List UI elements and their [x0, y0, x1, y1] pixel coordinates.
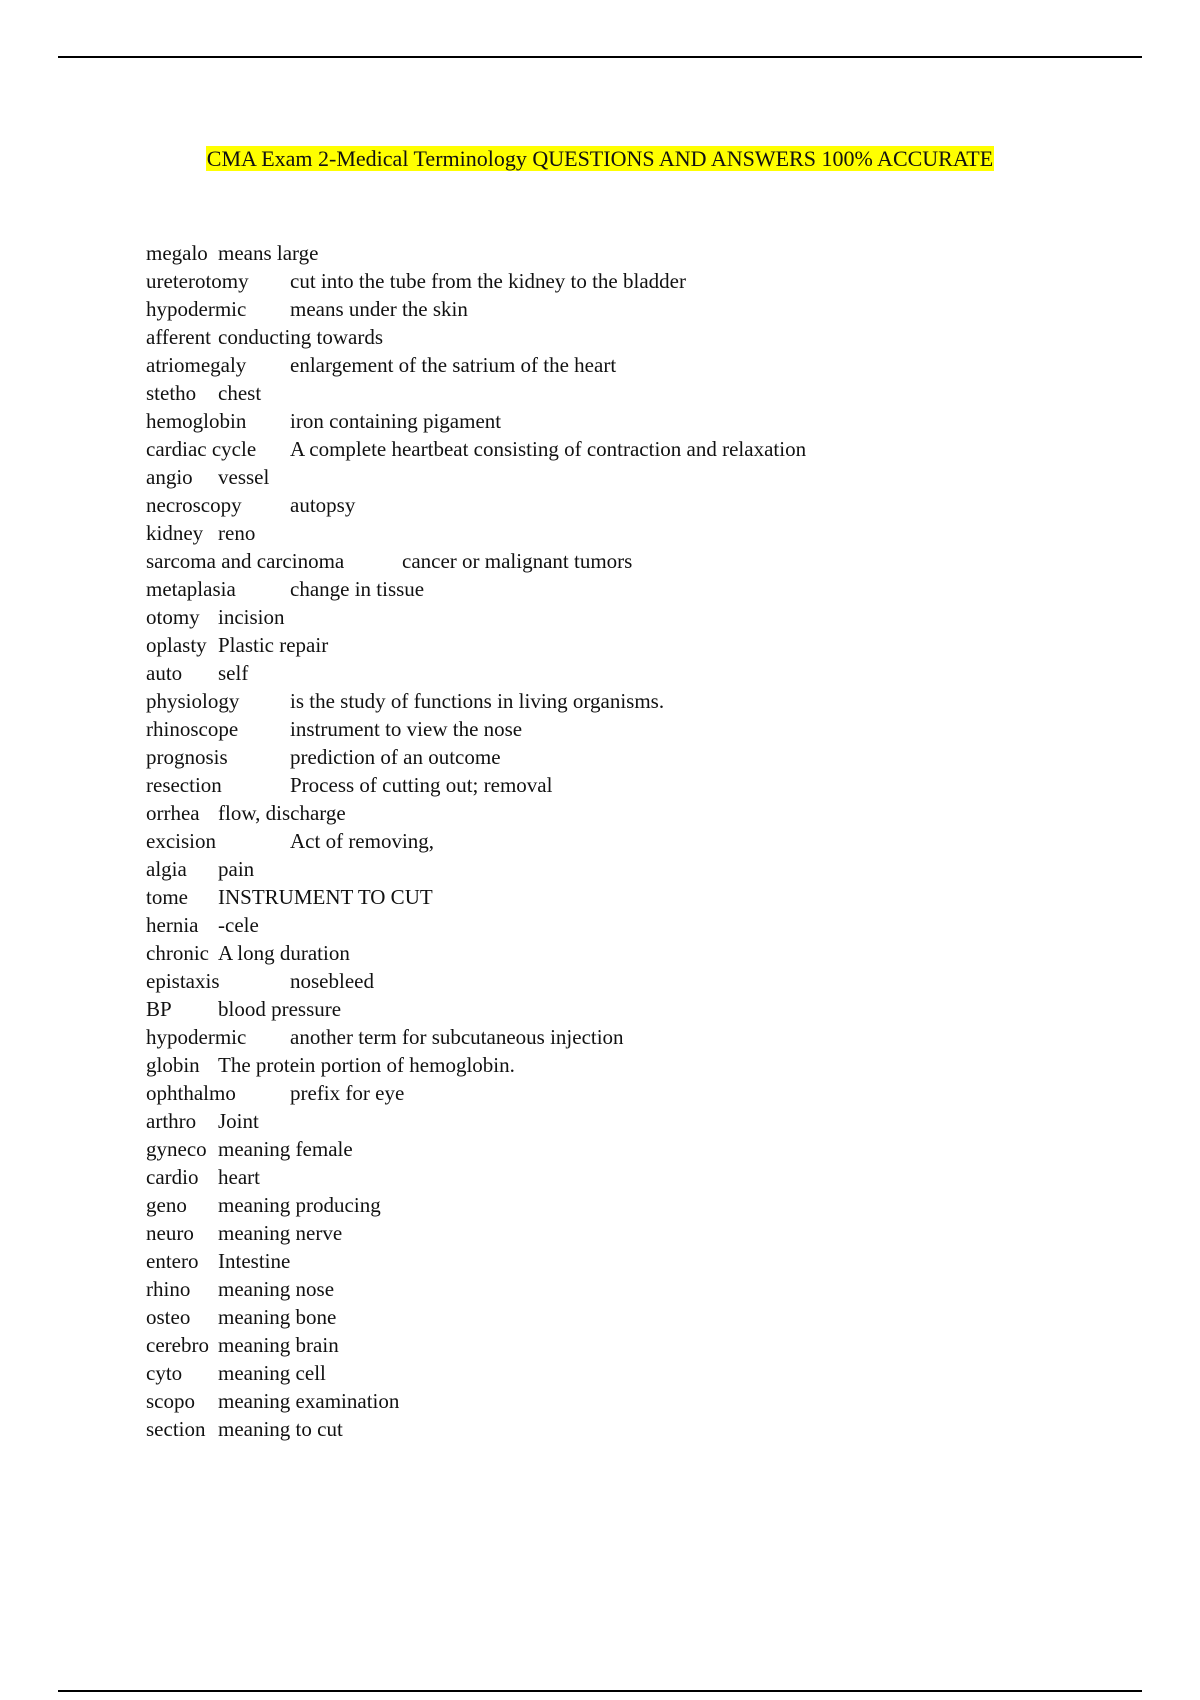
term: BP [146, 997, 172, 1021]
definition: cancer or malignant tumors [402, 549, 633, 573]
definition: meaning to cut [218, 1417, 343, 1441]
term: afferent [146, 325, 211, 349]
term: tome [146, 885, 188, 909]
definition: prediction of an outcome [290, 745, 501, 769]
term-row [146, 379, 1146, 407]
definition: Act of removing, [290, 829, 435, 853]
term-row [146, 295, 1146, 323]
term: globin [146, 1053, 200, 1077]
definition: meaning examination [218, 1389, 400, 1413]
term-row [146, 1359, 1146, 1387]
term: ophthalmo [146, 1081, 236, 1105]
definition: chest [218, 381, 262, 405]
definition: Process of cutting out; removal [290, 773, 553, 797]
term-row [146, 855, 1146, 883]
definition: cut into the tube from the kidney to the bladder [290, 269, 686, 293]
term-row [146, 911, 1146, 939]
term: rhinoscope [146, 717, 239, 741]
term: entero [146, 1249, 199, 1273]
definition: change in tissue [290, 577, 425, 601]
term: neuro [146, 1221, 194, 1245]
term: prognosis [146, 745, 228, 769]
definition: meaning female [218, 1137, 353, 1161]
term: chronic [146, 941, 209, 965]
term: angio [146, 465, 193, 489]
term-list [146, 239, 1146, 1443]
term-row [146, 1415, 1146, 1443]
definition: vessel [218, 465, 270, 489]
term-row [146, 547, 1146, 575]
term: otomy [146, 605, 200, 629]
term: hypodermic [146, 297, 247, 321]
definition: is the study of functions in living organisms. [290, 689, 665, 713]
definition: reno [218, 521, 256, 545]
term-row [146, 1051, 1146, 1079]
definition: means large [218, 241, 319, 265]
term-row [146, 1191, 1146, 1219]
term-row [146, 575, 1146, 603]
term: cardiac cycle [146, 437, 257, 461]
definition: A complete heartbeat consisting of contraction and relaxation [290, 437, 807, 461]
term: gyneco [146, 1137, 207, 1161]
definition: meaning producing [218, 1193, 381, 1217]
definition: meaning cell [218, 1361, 326, 1385]
term-row [146, 827, 1146, 855]
term: megalo [146, 241, 208, 265]
term: section [146, 1417, 206, 1441]
definition: nosebleed [290, 969, 374, 993]
term-row [146, 1079, 1146, 1107]
term: ureterotomy [146, 269, 249, 293]
definition: Plastic repair [218, 633, 329, 657]
definition: Joint [218, 1109, 259, 1133]
term: arthro [146, 1109, 197, 1133]
term-row [146, 435, 1146, 463]
term-row [146, 631, 1146, 659]
term: atriomegaly [146, 353, 247, 377]
term: geno [146, 1193, 187, 1217]
definition: meaning brain [218, 1333, 339, 1357]
definition: meaning bone [218, 1305, 337, 1329]
term-row [146, 799, 1146, 827]
term-row [146, 267, 1146, 295]
term: epistaxis [146, 969, 220, 993]
definition: prefix for eye [290, 1081, 405, 1105]
term-row [146, 967, 1146, 995]
definition: enlargement of the satrium of the heart [290, 353, 617, 377]
term: cerebro [146, 1333, 209, 1357]
term: rhino [146, 1277, 191, 1301]
term-row [146, 519, 1146, 547]
term-row [146, 1331, 1146, 1359]
term: orrhea [146, 801, 200, 825]
definition: A long duration [218, 941, 350, 965]
definition: -cele [218, 913, 259, 937]
term-row [146, 771, 1146, 799]
term: algia [146, 857, 187, 881]
top-rule [58, 56, 1142, 58]
definition: self [218, 661, 249, 685]
term: physiology [146, 689, 240, 713]
definition: incision [218, 605, 285, 629]
definition: another term for subcutaneous injection [290, 1025, 624, 1049]
term: excision [146, 829, 216, 853]
page-title: CMA Exam 2-Medical Terminology QUESTIONS AND ANSWERS 100% ACCURATE [206, 146, 994, 171]
term: hernia [146, 913, 199, 937]
term-row [146, 1023, 1146, 1051]
term-row [146, 1163, 1146, 1191]
term: osteo [146, 1305, 191, 1329]
definition: autopsy [290, 493, 356, 517]
term-row [146, 1107, 1146, 1135]
term-row [146, 659, 1146, 687]
definition: pain [218, 857, 255, 881]
term-row [146, 1303, 1146, 1331]
definition: means under the skin [290, 297, 468, 321]
term-row [146, 687, 1146, 715]
term: hypodermic [146, 1025, 247, 1049]
title-block [0, 145, 1200, 173]
term-row [146, 351, 1146, 379]
term: hemoglobin [146, 409, 247, 433]
term-row [146, 603, 1146, 631]
definition: heart [218, 1165, 260, 1189]
term-row [146, 995, 1146, 1023]
term: sarcoma and carcinoma [146, 549, 345, 573]
term-row [146, 239, 1146, 267]
term-row [146, 883, 1146, 911]
term: scopo [146, 1389, 195, 1413]
term: cardio [146, 1165, 199, 1189]
definition: Intestine [218, 1249, 291, 1273]
term: auto [146, 661, 183, 685]
bottom-rule [58, 1690, 1142, 1692]
definition: meaning nose [218, 1277, 335, 1301]
definition: conducting towards [218, 325, 384, 349]
term-row [146, 1275, 1146, 1303]
term: metaplasia [146, 577, 236, 601]
term-row [146, 1247, 1146, 1275]
definition: instrument to view the nose [290, 717, 523, 741]
term: kidney [146, 521, 204, 545]
term-row [146, 1219, 1146, 1247]
term-row [146, 323, 1146, 351]
definition: blood pressure [218, 997, 342, 1021]
term-row [146, 407, 1146, 435]
term-row [146, 1387, 1146, 1415]
term: oplasty [146, 633, 207, 657]
term-row [146, 1135, 1146, 1163]
term-row [146, 715, 1146, 743]
term-row [146, 491, 1146, 519]
term: cyto [146, 1361, 183, 1385]
term-row [146, 939, 1146, 967]
definition: The protein portion of hemoglobin. [218, 1053, 515, 1077]
definition: iron containing pigament [290, 409, 502, 433]
term: necroscopy [146, 493, 242, 517]
term: stetho [146, 381, 197, 405]
definition: meaning nerve [218, 1221, 343, 1245]
definition: flow, discharge [218, 801, 346, 825]
term: resection [146, 773, 222, 797]
term-row [146, 463, 1146, 491]
definition: INSTRUMENT TO CUT [218, 885, 433, 909]
term-row [146, 743, 1146, 771]
